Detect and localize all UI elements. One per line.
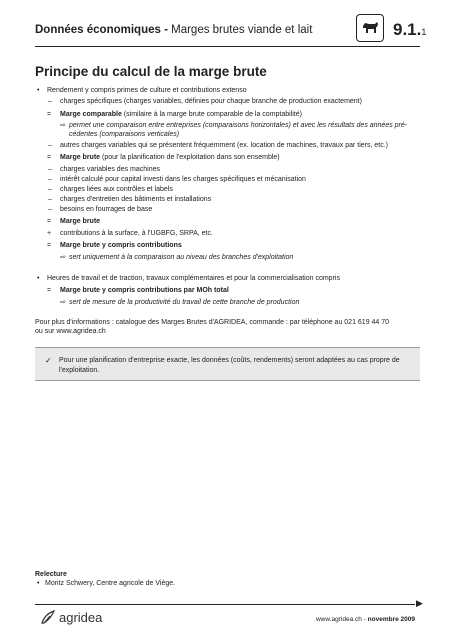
equals-mark: = bbox=[47, 242, 52, 249]
agridea-logo bbox=[40, 609, 102, 625]
line-marge-brute-contributions: Marge brute y compris contributions bbox=[60, 242, 182, 249]
checkmark-icon: ✓ bbox=[45, 356, 52, 365]
plus-mark: + bbox=[47, 230, 52, 237]
info-paragraph: Pour plus d'informations : catalogue des Marges Brutes d'AGRIDEA, commande : par téléphone au 021 619 44 70 bbox=[35, 319, 390, 326]
footer-website[interactable]: www.agridea.ch - bbox=[315, 616, 368, 623]
relecture-item: Moritz Schwery, Centre agricole de Viège. bbox=[45, 580, 176, 587]
note-box bbox=[35, 347, 420, 381]
minus-mark: – bbox=[48, 166, 52, 173]
line-sert-comparaison: sert uniquement à la comparaison au niveau des branches d'exploitation bbox=[69, 254, 294, 261]
line-sert-mesure: sert de mesure de la productivité du travail de cette branche de production bbox=[69, 299, 300, 306]
minus-mark: – bbox=[48, 206, 52, 213]
marge-brute-label: Marge brute bbox=[60, 154, 101, 161]
footer-date: novembre 2009 bbox=[367, 616, 415, 623]
line-marge-brute-2: Marge brute bbox=[60, 218, 101, 225]
line-marge-brute bbox=[60, 153, 280, 162]
header-title-bold: Données économiques - bbox=[35, 24, 168, 36]
line-charges-specifiques: charges spécifiques (charges variables, définies pour chaque branche de production exactement) bbox=[60, 98, 362, 105]
line-marge-moh: Marge brute y compris contributions par MOh total bbox=[60, 287, 229, 294]
section-number bbox=[393, 20, 426, 40]
info-paragraph-link[interactable]: ou sur www.agridea.ch bbox=[35, 328, 106, 335]
line-controles: charges liées aux contrôles et labels bbox=[60, 186, 173, 193]
line-entretien: charges d'entretien des bâtiments et installations bbox=[60, 196, 212, 203]
marge-comparable-note: (similaire à la marge brute comparable de la comptabilité) bbox=[121, 111, 302, 118]
line-comparaison-cont: cédentes (comparaisons verticales) bbox=[69, 131, 180, 138]
footer-divider bbox=[35, 604, 415, 605]
line-rendement: Rendement y compris primes de culture et contributions extenso bbox=[47, 87, 247, 94]
page-header bbox=[35, 20, 427, 42]
header-title-rest: Marges brutes viande et lait bbox=[171, 24, 313, 36]
equals-mark: = bbox=[47, 218, 52, 225]
minus-mark: – bbox=[48, 142, 52, 149]
equals-mark: = bbox=[47, 154, 52, 161]
section-number-sub: 1 bbox=[421, 27, 427, 37]
logo-wordmark: agridea bbox=[59, 609, 103, 625]
marge-comparable-label: Marge comparable bbox=[60, 111, 122, 118]
marge-brute-note: (pour la planification de l'exploitation dans son ensemble) bbox=[100, 154, 280, 161]
line-comparaison: permet une comparaison entre entreprises (comparaisons horizontales) et avec les résultats des années pré- bbox=[69, 122, 408, 129]
bullet-mark: • bbox=[37, 87, 40, 94]
leaf-logo-icon bbox=[40, 609, 56, 625]
bullet-mark: • bbox=[37, 275, 40, 282]
line-marge-comparable bbox=[60, 110, 302, 119]
equals-mark: = bbox=[47, 287, 52, 294]
footer-url bbox=[316, 616, 415, 623]
minus-mark: – bbox=[48, 196, 52, 203]
header-divider bbox=[35, 46, 420, 47]
section-number-main: 9.1. bbox=[393, 20, 422, 39]
cow-cattle-icon bbox=[356, 14, 384, 42]
page-title: Principe du calcul de la marge brute bbox=[35, 64, 267, 79]
arrow-icon: ⇨ bbox=[60, 122, 66, 129]
equals-mark: = bbox=[47, 111, 52, 118]
arrow-icon: ⇨ bbox=[60, 254, 66, 261]
note-text: Pour une planification d'entreprise exacte, les données (coûts, rendements) seront adaptées au cas propre de l'exploitation. bbox=[59, 357, 400, 374]
minus-mark: – bbox=[48, 176, 52, 183]
line-charges-machines: charges variables des machines bbox=[60, 166, 160, 173]
line-interet: intérêt calculé pour capital investi dans les charges spécifiques et mécanisation bbox=[60, 176, 306, 183]
line-contributions: contributions à la surface, à l'UGBFG, SRPA, etc. bbox=[60, 230, 213, 237]
header-title bbox=[35, 24, 312, 36]
line-autres-charges: autres charges variables qui se présentent fréquemment (ex. location de machines, travaux par tiers, etc.) bbox=[60, 142, 388, 149]
minus-mark: – bbox=[48, 98, 52, 105]
line-fourrages: besoins en fourrages de base bbox=[60, 206, 153, 213]
arrow-icon: ⇨ bbox=[60, 299, 66, 306]
minus-mark: – bbox=[48, 186, 52, 193]
line-heures-travail: Heures de travail et de traction, travaux complémentaires et pour la commercialisation compris bbox=[47, 275, 340, 282]
next-page-arrow-icon[interactable]: ▶ bbox=[416, 598, 423, 608]
relecture-title: Relecture bbox=[35, 571, 67, 578]
bullet-mark: • bbox=[37, 580, 40, 587]
